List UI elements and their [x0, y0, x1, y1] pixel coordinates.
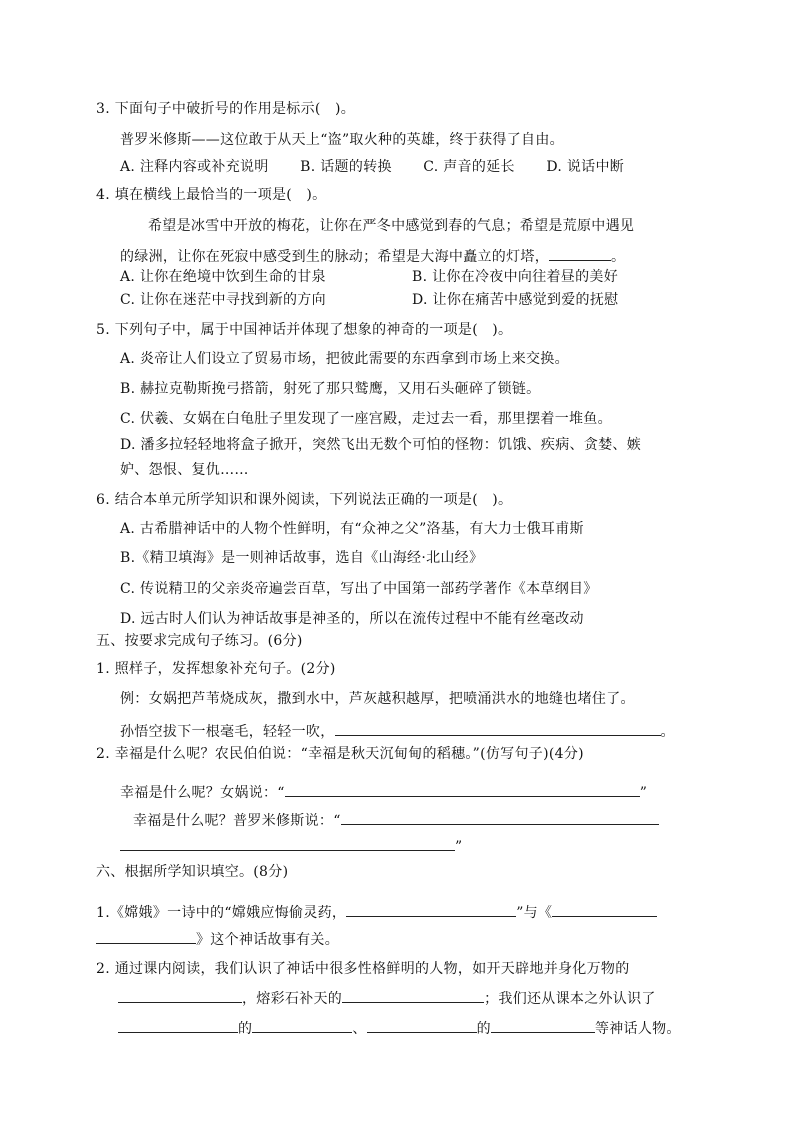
q4-passage-text: 的绿洲，让你在死寂中感受到生的脉动；希望是大海中矗立的灯塔，: [120, 249, 549, 265]
q6-option-d: D. 远古时人们认为神话故事是神圣的，所以在流传过程中不能有丝毫改动: [120, 611, 584, 627]
sec6-q1-prompt: 1.《嫦娥》一诗中的“嫦娥应悔偷灵药，: [96, 905, 347, 921]
sec5-q2-prometheus-line: [133, 810, 659, 830]
sec6-q1-end: 》这个神话故事有关。: [196, 932, 339, 948]
sec6-q1-mid: ”与《: [516, 905, 553, 921]
sec6-q2-blank1[interactable]: [118, 988, 242, 1003]
q4-passage-line1: 希望是冰雪中开放的梅花，让你在严冬中感觉到春的气息；希望是荒原中遇见: [148, 218, 635, 234]
q3-option-c: C. 声音的延长: [423, 159, 515, 175]
sec5-q2-nvwa-close: ”: [639, 785, 648, 801]
sec6-q2-de1: 的: [238, 1021, 253, 1037]
sec6-q2-blank3[interactable]: [118, 1018, 238, 1033]
q4-answer-blank[interactable]: [549, 246, 611, 261]
q5-option-d-line1: D. 潘多拉轻轻地将盒子掀开，突然飞出无数个可怕的怪物：饥饿、疾病、贪婪、嫉: [120, 437, 642, 453]
sec6-q2-blank4[interactable]: [252, 1018, 352, 1033]
sec6-q2-line1: 2. 通过课内阅读，我们认识了神话中很多性格鲜明的人物，如开天辟地并身化万物的: [96, 961, 630, 977]
sec5-q2-title: 2. 幸福是什么呢？农民伯伯说：“幸福是秋天沉甸甸的稻穗。”(仿写句子)(4分): [96, 746, 584, 762]
q5-title: 5. 下列句子中，属于中国神话并体现了想象的神奇的一项是( )。: [96, 322, 513, 338]
sec6-q2-end: 等神话人物。: [594, 1021, 681, 1037]
sec5-q2-prometheus-close: ”: [455, 839, 463, 855]
sec6-q1-blank2a[interactable]: [552, 902, 657, 917]
q6-option-a: A. 古希腊神话中的人物个性鲜明，有“众神之父”洛基，有大力士俄耳甫斯: [120, 521, 584, 537]
section6-title: 六、根据所学知识填空。(8分): [96, 864, 289, 880]
sec6-q2-blank2[interactable]: [342, 988, 484, 1003]
q5-option-d-line2: 妒、怨恨、复仇……: [120, 462, 249, 478]
q4-title: 4. 填在横线上最恰当的一项是( )。: [96, 187, 327, 203]
sec5-q2-prometheus-blank2[interactable]: [120, 836, 455, 851]
sec6-q1-blank2b[interactable]: [96, 929, 196, 944]
q5-option-b: B. 赫拉克勒斯挽弓搭箭，射死了那只鹫鹰，又用石头砸碎了锁链。: [120, 381, 541, 397]
sec6-q2-mid2: ；我们还从课本之外认识了: [484, 991, 656, 1007]
q4-option-a: A. 让你在绝境中饮到生命的甘泉: [120, 269, 326, 285]
q3-option-d: D. 说话中断: [546, 159, 625, 175]
q6-option-b: B.《精卫填海》是一则神话故事，选自《山海经·北山经》: [120, 550, 484, 566]
sec6-q2-line3: [118, 1018, 681, 1038]
q3-title: 3. 下面句子中破折号的作用是标示( )。: [96, 101, 356, 117]
sec6-q2-de2: 的: [476, 1021, 491, 1037]
sec5-q1-prompt: 孙悟空拔下一根毫毛，轻轻一吹，: [120, 724, 335, 740]
sec5-q2-prometheus-blank1[interactable]: [341, 810, 659, 825]
sec5-example: 例：女娲把芦苇烧成灰，撒到水中，芦灰越积越厚，把喷涌洪水的地缝也堵住了。: [120, 691, 635, 707]
sec6-q2-blank6[interactable]: [491, 1018, 595, 1033]
sec6-q2-blank5[interactable]: [367, 1018, 477, 1033]
q5-option-c: C. 伏羲、女娲在白龟肚子里发现了一座宫殿，走过去一看，那里摆着一堆鱼。: [120, 411, 612, 427]
q4-option-c: C. 让你在迷茫中寻找到新的方向: [120, 292, 326, 308]
sec6-q2-line2: [118, 988, 656, 1008]
sec5-q2-nvwa-prompt: 幸福是什么呢？女娲说：“: [120, 785, 285, 801]
sec5-q1-end: 。: [660, 724, 675, 740]
q4-passage-line2: [120, 246, 625, 266]
q6-title: 6. 结合本单元所学知识和课外阅读，下列说法正确的一项是( )。: [96, 492, 513, 508]
q4-passage-end: 。: [611, 249, 626, 265]
sec5-q1-line: [120, 721, 675, 741]
sec5-q2-prometheus-prompt: 幸福是什么呢？普罗米修斯说：“: [133, 813, 341, 829]
q5-option-a: A. 炎帝让人们设立了贸易市场，把彼此需要的东西拿到市场上来交换。: [120, 351, 569, 367]
sec5-q1-title: 1. 照样子，发挥想象补充句子。(2分): [96, 661, 336, 677]
section5-title: 五、按要求完成句子练习。(6分): [96, 633, 303, 649]
sec5-q2-nvwa-line: [120, 782, 647, 802]
q3-option-a: A. 注释内容或补充说明: [120, 159, 269, 175]
sec6-q2-comma: 、: [352, 1021, 367, 1037]
sec6-q2-mid1: ，熔彩石补天的: [242, 991, 343, 1007]
sec5-q2-nvwa-blank[interactable]: [285, 782, 640, 797]
q4-option-b: B. 让你在冷夜中向往着昼的美好: [412, 269, 618, 285]
sec5-q2-prometheus-line2: [120, 836, 462, 856]
sec6-q1-line1: [96, 902, 657, 922]
q3-sentence: 普罗米修斯——这位敢于从天上“盗”取火种的英雄，终于获得了自由。: [120, 132, 564, 148]
q4-option-d: D. 让你在痛苦中感觉到爱的抚慰: [412, 292, 619, 308]
q3-options: [120, 158, 624, 176]
sec5-q1-answer-blank[interactable]: [335, 721, 661, 736]
q3-option-b: B. 话题的转换: [300, 159, 392, 175]
sec6-q1-line2: [96, 929, 339, 949]
q6-option-c: C. 传说精卫的父亲炎帝遍尝百草，写出了中国第一部药学著作《本草纲目》: [120, 581, 598, 597]
sec6-q1-blank1[interactable]: [346, 902, 516, 917]
